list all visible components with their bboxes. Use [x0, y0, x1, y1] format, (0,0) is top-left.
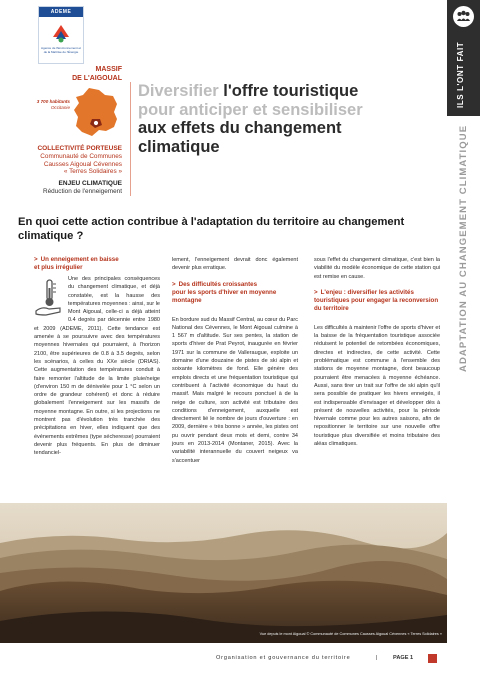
- col2-heading-line-2: pour les sports d'hiver en moyenne montagne: [172, 288, 277, 304]
- page-footer: [200, 651, 440, 665]
- massif-line-1: MASSIF: [95, 66, 122, 73]
- title-highlight-2: pour anticiper et sensibiliser: [138, 100, 363, 119]
- column-3: [314, 256, 440, 448]
- page-title: [138, 82, 438, 156]
- ademe-logo-icon: [50, 22, 72, 44]
- footer-separator: |: [376, 655, 378, 661]
- region-name: Occitanie: [50, 104, 70, 110]
- column-2: [172, 256, 298, 465]
- logo-subtitle: Agence de l'Environnement et de la Maîtrise de l'Énergie: [41, 46, 81, 54]
- col3-heading: [314, 289, 440, 313]
- col1-heading: [34, 256, 160, 272]
- people-group-icon: [453, 6, 474, 27]
- column-1: [34, 256, 160, 458]
- landscape-photo: [0, 503, 447, 643]
- collectivite-line-1: Communauté de Communes: [40, 153, 122, 160]
- collectivite-line-2: Causses Aigoual Cévennes: [43, 160, 122, 168]
- col3-paragraph-1: sous l'effet du changement climatique, c'est bien la viabilité du modèle économique de cette station qui est remise en cause.: [314, 257, 440, 280]
- logo-name: ADEME: [39, 7, 83, 17]
- ademe-logo: [38, 6, 84, 64]
- col2-paragraph-2: En bordure sud du Massif Central, au cœur du Parc National des Cévennes, le Mont Aigoual culmine à 1 567 m d'altitude. Sur ses pentes, la station de sports d'hiver de Prat Peyrot, inaugurée en février 1971 sur la commune de Valleraugue, exploite un domaine d'une douzaine de pistes de ski alpin et soixante kilomètres de fond. Elle génère des emplois directs et une fréquentation touristique qui contribuent à l'activité économique du haut du massif. Mais malgré le recours ponctuel à de la neige de culture, son activité est tributaire des conditions d'enneigement, auxquelle est directement lié le nombre de jours d'ouverture : en 2009, dernière « très bonne » année, les pistes ont pu ouvrir pendant deux mois et demi, contre 34 jours en 2013-2014 (Montaner, 2015). Avec la variabilité interannuelle du couvert neigeux va s'accentuer: [172, 316, 298, 464]
- col3-paragraph-2: Les difficultés à maintenir l'offre de sports d'hiver et la baisse de la fréquentation touristique associée réduisent le potentiel de retombées économiques, directes et indirectes, de cette activité. Cette problématique est commune à l'ensemble des stations de moyenne montagne, dont beaucoup pourraient être menacées à moyenne échéance. Aussi, sans tirer un trait sur l'offre de ski alpin qu'il sera possible de pratiquer les hivers enneigés, il est indispensable d'envisager et développer dès à présent de nouvelles activités, pour la période hivernale comme pour les autres saisons, afin de repositionner le territoire sur une nouvelle offre touristique plus diversifiée et moins tributaire des aléas climatiques.: [314, 324, 440, 448]
- title-line-3: aux effets du changement: [138, 119, 342, 137]
- col2-paragraph-1: lement, l'enneigement devrait donc également devenir plus erratique.: [172, 257, 298, 272]
- arrow-icon: >: [34, 256, 38, 263]
- photo-caption: Vue depuis le mont Aigoual © Communauté de Communes Causses Aigoual Cévennes « Terres Solidaires »: [259, 632, 442, 636]
- enjeu-value: Réduction de l'enneigement: [42, 188, 122, 195]
- population-block: [30, 99, 70, 110]
- tab-label: ILS L'ONT FAIT: [456, 41, 465, 108]
- arrow-icon: >: [314, 288, 318, 296]
- title-highlight-1: Diversifier: [138, 82, 219, 100]
- population-count: 3 700 habitants: [36, 99, 70, 104]
- footer-square-icon: [428, 654, 437, 663]
- title-line-4: climatique: [138, 137, 220, 156]
- arrow-icon: >: [172, 280, 176, 288]
- france-map-icon: [72, 86, 120, 138]
- massif-line-2: DE L'AIGOUAL: [72, 74, 122, 82]
- divider-line: [130, 82, 131, 196]
- col1-paragraph: Une des principales conséquences du changement climatique, et déjà constatée, est la hausse des températures moyennes : ainsi, sur le Mont Aigoual, celle-ci a déjà atteint 0.4 degrés par décennie entre 1980 et 2009 (ADEME, 2011). Cette tendance est amenée à se poursuivre avec des températures moyennes hivernales qui pourraient, à l'horizon 2100, être supérieures de 0.8 à 3.5 degrés, selon les scénarios, à celles du XXe siècle (DRIAS). Cette augmentation des températures conduit à faire remonter l'altitude de la limite pluie/neige (d'environ 150 m de dénivelée pour 1 °C selon un ordre de grandeur cohérent) et donc à réduire globalement l'enneigement sur les massifs de moyenne montagne. En outre, si les projections ne montrent pas d'évolution très tranchée des précipitations en hiver, elles indiquent que des événements extrêmes (type sécheresse) pourraient devenir plus fréquents. En plus de diminuer tendanciel-: [34, 276, 160, 457]
- col1-heading-line-2: et plus irrégulier: [34, 264, 83, 271]
- massif-label: [40, 66, 122, 83]
- col2-heading-line-1: Des difficultés croissantes: [178, 280, 258, 288]
- side-section-label: ADAPTATION AU CHANGEMENT CLIMATIQUE: [458, 124, 469, 372]
- col3-heading-line-2: touristiques pour engager la reconversion du territoire: [314, 296, 439, 312]
- enjeu-label: ENJEU CLIMATIQUE: [58, 180, 122, 187]
- collectivite-line-3: « Terres Solidaires »: [63, 168, 122, 176]
- page-number: PAGE 1: [393, 655, 414, 661]
- section-question: En quoi cette action contribue à l'adaptation du territoire au changement climatique ?: [18, 216, 405, 242]
- title-rest-1: l'offre touristique: [218, 82, 359, 100]
- col1-heading-line-1: Un enneigement en baisse: [40, 256, 119, 263]
- col2-heading: [172, 281, 298, 305]
- footer-section-title: Organisation et gouvernance du territoire: [216, 655, 351, 661]
- collectivite-label: COLLECTIVITÉ PORTEUSE: [37, 145, 122, 152]
- thermometer-hand-icon: [34, 279, 64, 317]
- collectivite-name: [20, 153, 122, 176]
- col3-heading-line-1: L'enjeu : diversifier les activités: [320, 288, 414, 296]
